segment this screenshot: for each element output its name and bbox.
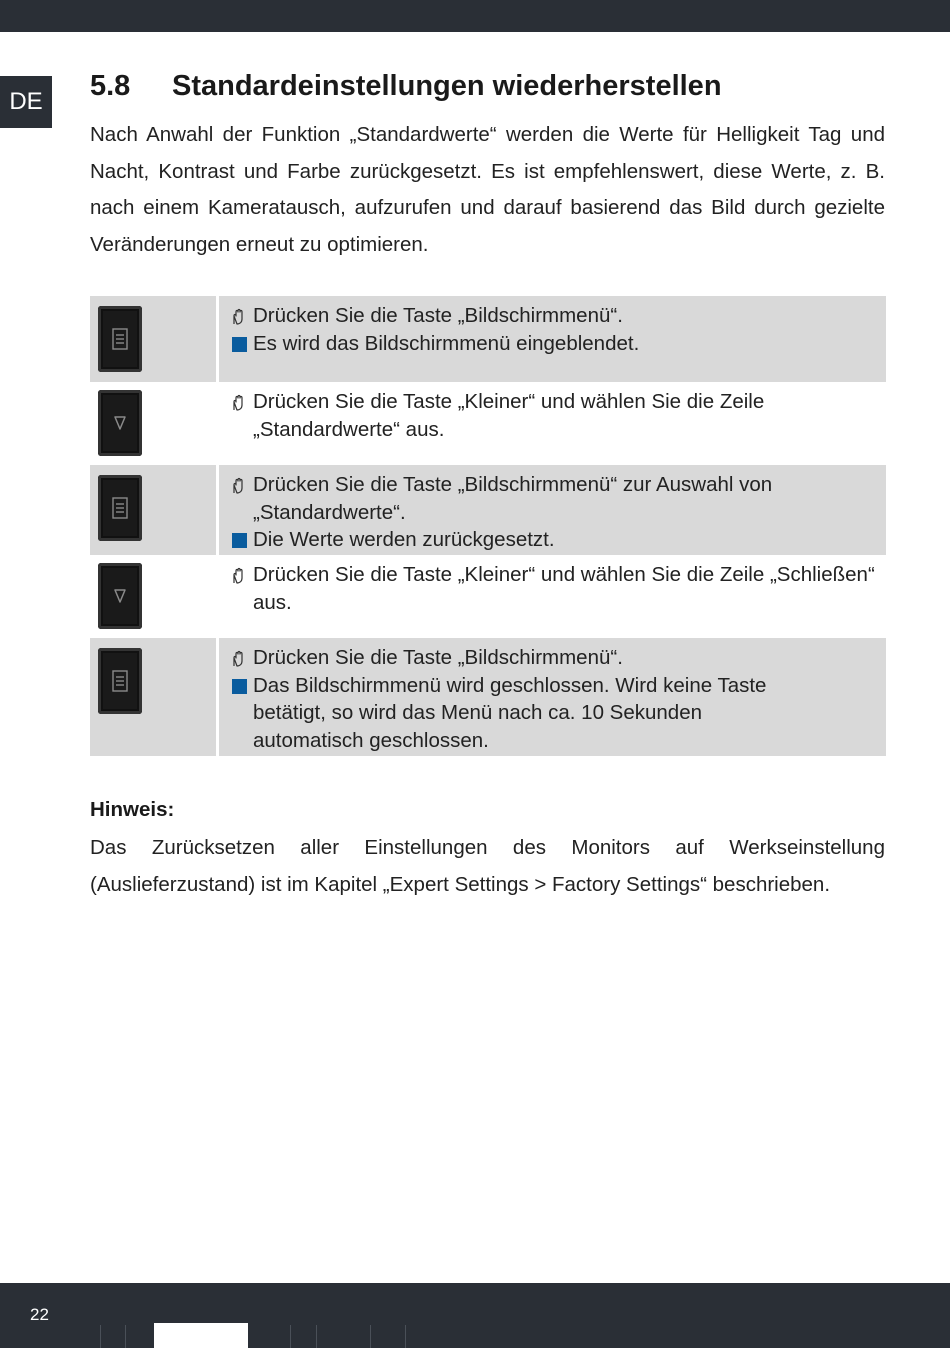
page-number: 22	[30, 1305, 49, 1324]
steps-table	[90, 296, 886, 756]
step-result	[225, 330, 886, 358]
footer-divider	[125, 1325, 126, 1348]
footer-block	[154, 1323, 248, 1348]
step-action	[225, 644, 886, 672]
step-row	[90, 638, 886, 756]
result-square-icon	[225, 672, 253, 694]
step-action	[225, 388, 886, 443]
result-square-icon	[225, 330, 253, 352]
note-title: Hinweis:	[90, 798, 175, 821]
step-action-text: Drücken Sie die Taste „Bildschirmmenü“ zur Auswahl von „Standardwerte“.	[253, 473, 773, 524]
footer-divider	[100, 1325, 101, 1348]
footer-divider	[405, 1325, 406, 1348]
step-text-cell	[219, 382, 886, 465]
footer-divider	[370, 1325, 371, 1348]
footer-bar	[0, 1283, 950, 1348]
result-square-icon	[225, 526, 253, 548]
step-row	[90, 296, 886, 382]
step-text-cell	[219, 555, 886, 638]
step-action	[225, 561, 886, 616]
step-action-text: Drücken Sie die Taste „Kleiner“ und wählen Sie die Zeile „Standardwerte“ aus.	[253, 390, 765, 441]
step-icon-cell	[90, 638, 219, 756]
step-icon-cell	[90, 555, 219, 638]
step-row	[90, 465, 886, 555]
step-text-cell	[219, 638, 886, 756]
step-text-cell	[219, 296, 886, 382]
menu-button-icon	[98, 306, 142, 372]
footer-divider	[316, 1325, 317, 1348]
step-result	[225, 526, 886, 554]
down-button-icon	[98, 563, 142, 629]
step-result-text: Die Werte werden zurückgesetzt.	[253, 528, 555, 551]
step-row	[90, 555, 886, 638]
hand-pointer-icon	[225, 471, 253, 495]
note-text: Das Zurücksetzen aller Einstellungen des Monitors auf Werkseinstellung (Auslieferzustand) ist im Kapitel „Expert Settings > Factory Settings“ beschrieben.	[90, 836, 885, 896]
step-result-text: Es wird das Bildschirmmenü eingeblendet.	[253, 331, 640, 355]
hand-pointer-icon	[225, 388, 253, 412]
footer-divider	[290, 1325, 291, 1348]
section-number: 5.8	[90, 70, 131, 102]
step-result	[225, 672, 886, 755]
step-action-text: Drücken Sie die Taste „Kleiner“ und wählen Sie die Zeile „Schließen“ aus.	[253, 563, 875, 614]
intro-paragraph: Nach Anwahl der Funktion „Standardwerte“ werden die Werte für Helligkeit Tag und Nacht, Kontrast und Farbe zurückgesetzt. Es ist empfehlenswert, diese Werte, z. B. nach einem Kameratausch, aufzurufen und darauf basierend das Bild durch gezielte Veränderungen erneut zu optimieren.	[90, 123, 885, 256]
step-text-cell	[219, 465, 886, 555]
hand-pointer-icon	[225, 644, 253, 668]
step-icon-cell	[90, 296, 219, 382]
menu-button-icon	[98, 475, 142, 541]
step-action-text: Drücken Sie die Taste „Bildschirmmenü“.	[253, 646, 623, 669]
section-title: Standardeinstellungen wiederherstellen	[172, 70, 722, 102]
down-button-icon	[98, 390, 142, 456]
step-result-text: Das Bildschirmmenü wird geschlossen. Wird keine Taste betätigt, so wird das Menü nach ca. 10 Sekunden automatisch geschlossen.	[253, 673, 767, 752]
hand-pointer-icon	[225, 302, 253, 326]
step-icon-cell	[90, 382, 219, 465]
top-bar	[0, 0, 950, 32]
note-box	[90, 795, 885, 903]
step-action	[225, 302, 886, 330]
step-icon-cell	[90, 465, 219, 555]
step-row	[90, 382, 886, 465]
menu-button-icon	[98, 648, 142, 714]
hand-pointer-icon	[225, 561, 253, 585]
step-action-text: Drücken Sie die Taste „Bildschirmmenü“.	[253, 304, 623, 327]
section-heading	[90, 70, 722, 103]
language-tab: DE	[0, 76, 52, 128]
step-action	[225, 471, 886, 526]
